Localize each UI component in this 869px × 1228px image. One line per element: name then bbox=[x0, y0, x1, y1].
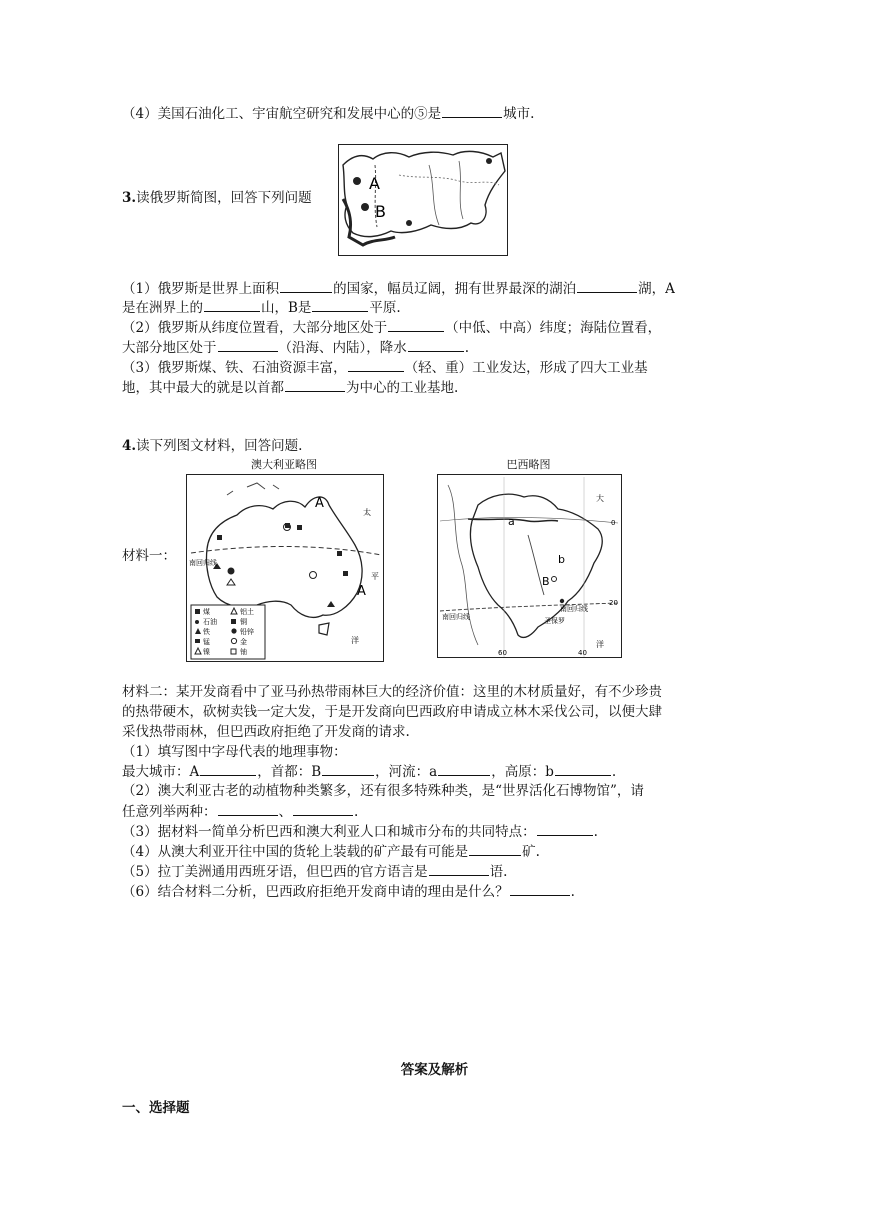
text: 的国家，幅员辽阔，拥有世界最深的湖泊 bbox=[333, 281, 577, 297]
aus-label-yang: 洋 bbox=[351, 636, 359, 645]
answer-blank[interactable] bbox=[285, 378, 345, 392]
q2-item4 bbox=[122, 104, 534, 124]
answer-blank[interactable] bbox=[204, 298, 260, 312]
text: ，河流：a bbox=[375, 764, 438, 780]
text: 山，B是 bbox=[261, 300, 312, 316]
australia-map bbox=[186, 474, 384, 662]
answer-blank[interactable] bbox=[312, 298, 368, 312]
answer-blank[interactable] bbox=[510, 882, 570, 896]
legend-bauxite: 铝土 bbox=[240, 608, 254, 616]
q4-heading bbox=[122, 437, 302, 456]
text: 语. bbox=[489, 864, 508, 880]
answer-blank[interactable] bbox=[200, 762, 256, 776]
bra-label-tropic-left: 南回归线 bbox=[442, 613, 470, 621]
answer-blank[interactable] bbox=[348, 358, 404, 372]
bra-label-a: a bbox=[508, 515, 515, 528]
aus-map-title: 澳大利亚略图 bbox=[251, 458, 317, 471]
text: 任意列举两种： bbox=[122, 804, 217, 820]
text: 最大城市：A bbox=[122, 764, 200, 780]
legend-gold: 金 bbox=[240, 638, 247, 646]
text: 矿. bbox=[522, 844, 540, 860]
answers-title: 答案及解析 bbox=[400, 1062, 469, 1078]
bra-tick-0: 0 bbox=[611, 519, 616, 527]
text: （3）据材料一简单分析巴西和澳大利亚人口和城市分布的共同特点： bbox=[122, 824, 536, 840]
bra-tick-20: 20 bbox=[609, 599, 618, 607]
q4-sub6 bbox=[122, 882, 575, 902]
text: . bbox=[464, 340, 470, 356]
answer-blank[interactable] bbox=[469, 842, 521, 856]
aus-label-tai: 太 bbox=[363, 508, 371, 517]
text: （1）俄罗斯是世界上面积 bbox=[122, 281, 280, 297]
material2-line3: 采伐热带雨林，但巴西政府拒绝了开发商的请求. bbox=[122, 724, 410, 740]
text: ，首都：B bbox=[257, 764, 322, 780]
question-title: 读俄罗斯简图，回答下列问题 bbox=[136, 190, 312, 206]
question-number: 3. bbox=[122, 190, 137, 206]
text: . bbox=[593, 824, 598, 840]
text: （中低、中高）纬度；海陆位置看， bbox=[445, 320, 662, 336]
q2-item4-text: （4）美国石油化工、宇宙航空研究和发展中心的⑤是 bbox=[122, 106, 442, 122]
answer-blank[interactable] bbox=[537, 822, 593, 836]
text: （2）俄罗斯从纬度位置看，大部分地区处于 bbox=[122, 320, 388, 336]
legend-copper: 铜 bbox=[240, 618, 247, 626]
bra-label-saopaulo: 圣保罗 bbox=[544, 617, 565, 625]
q2-item4-suffix: 城市. bbox=[503, 106, 535, 122]
bra-label-yang: 洋 bbox=[596, 640, 604, 649]
legend-leadzinc: 铅锌 bbox=[240, 628, 254, 636]
legend-manganese: 锰 bbox=[203, 638, 210, 646]
bra-tick-40: 40 bbox=[578, 649, 587, 657]
answer-blank[interactable] bbox=[438, 762, 490, 776]
answer-blank[interactable] bbox=[280, 279, 332, 293]
text: （轻、重）工业发达，形成了四大工业基 bbox=[404, 360, 648, 376]
answer-blank[interactable] bbox=[322, 762, 374, 776]
aus-label-ping: 平 bbox=[371, 572, 379, 581]
q3-heading bbox=[122, 189, 312, 208]
bra-map-title: 巴西略图 bbox=[506, 458, 551, 471]
text: . bbox=[611, 764, 617, 780]
australia-map-drawing bbox=[187, 475, 383, 661]
text: ，高原：b bbox=[491, 764, 554, 780]
text: （沿海、内陆），降水 bbox=[278, 340, 407, 356]
text: 为中心的工业基地. bbox=[346, 380, 459, 396]
answer-blank[interactable] bbox=[442, 104, 502, 118]
legend-uranium: 铀 bbox=[240, 648, 247, 656]
brazil-map-drawing bbox=[438, 475, 621, 657]
material1-label: 材料一： bbox=[122, 548, 176, 564]
bra-label-da: 大 bbox=[596, 494, 604, 503]
bra-tick-60: 60 bbox=[498, 649, 507, 657]
text: （4）从澳大利亚开往中国的货轮上装载的矿产最有可能是 bbox=[122, 844, 469, 860]
bra-label-b: b bbox=[558, 553, 565, 566]
answer-blank[interactable] bbox=[218, 338, 278, 352]
section-title: 一、选择题 bbox=[122, 1100, 190, 1116]
legend-coal: 煤 bbox=[203, 608, 210, 616]
q3-line5 bbox=[122, 358, 648, 378]
text: 大部分地区处于 bbox=[122, 340, 217, 356]
answer-blank[interactable] bbox=[218, 802, 278, 816]
aus-label-a1: A bbox=[315, 496, 324, 511]
q3-line6 bbox=[122, 378, 458, 398]
brazil-map bbox=[437, 474, 622, 658]
q4-sub4 bbox=[122, 842, 540, 862]
text: 平原. bbox=[369, 300, 401, 316]
legend-nickel: 镍 bbox=[203, 648, 210, 656]
question-number: 4. bbox=[122, 438, 137, 454]
q3-line2 bbox=[122, 298, 401, 318]
aus-label-tropic: 南回归线 bbox=[189, 559, 217, 567]
q3-line1 bbox=[122, 279, 675, 299]
q4-sub1-blanks bbox=[122, 762, 616, 782]
bra-label-tropic-right: 南回归线 bbox=[560, 605, 588, 613]
text: 、 bbox=[278, 804, 292, 820]
russia-map-drawing bbox=[339, 145, 507, 255]
text: 地，其中最大的就是以首都 bbox=[122, 380, 284, 396]
q4-sub5 bbox=[122, 862, 507, 882]
q3-line3 bbox=[122, 318, 661, 338]
answer-blank[interactable] bbox=[408, 338, 464, 352]
legend-iron: 铁 bbox=[203, 628, 210, 636]
text: （5）拉丁美洲通用西班牙语，但巴西的官方语言是 bbox=[122, 864, 428, 880]
answer-blank[interactable] bbox=[293, 802, 353, 816]
q4-sub1: （1）填写图中字母代表的地理事物： bbox=[122, 744, 347, 760]
q3-line4 bbox=[122, 338, 469, 358]
text: 湖，A bbox=[638, 281, 675, 297]
material2-line1: 材料二：某开发商看中了亚马孙热带雨林巨大的经济价值：这里的木材质量好，有不少珍贵 bbox=[122, 684, 662, 700]
map-label-a: A bbox=[369, 174, 380, 193]
q4-sub3 bbox=[122, 822, 598, 842]
map-label-b: B bbox=[375, 202, 386, 221]
q4-sub2: （2）澳大利亚古老的动植物种类繁多，还有很多特殊种类，是“世界活化石博物馆”，请 bbox=[122, 783, 644, 799]
material2-line2: 的热带硬木，砍树卖钱一定大发，于是开发商向巴西政府申请成立林木采伐公司，以便大肆 bbox=[122, 704, 662, 720]
text: （6）结合材料二分析，巴西政府拒绝开发商申请的理由是什么？ bbox=[122, 884, 509, 900]
answer-blank[interactable] bbox=[555, 762, 611, 776]
question-title: 读下列图文材料，回答问题. bbox=[136, 438, 303, 454]
aus-label-a2: A bbox=[357, 584, 366, 599]
text: . bbox=[570, 884, 575, 900]
text: . bbox=[354, 804, 359, 820]
answer-blank[interactable] bbox=[388, 318, 444, 332]
legend-oil: 石油 bbox=[203, 618, 217, 626]
answer-blank[interactable] bbox=[429, 862, 489, 876]
text: （3）俄罗斯煤、铁、石油资源丰富， bbox=[122, 360, 347, 376]
russia-map bbox=[338, 144, 508, 256]
text: 是在洲界上的 bbox=[122, 300, 203, 316]
bra-label-capital: B bbox=[542, 575, 550, 588]
answer-blank[interactable] bbox=[577, 279, 637, 293]
q4-sub2-blanks bbox=[122, 802, 358, 822]
